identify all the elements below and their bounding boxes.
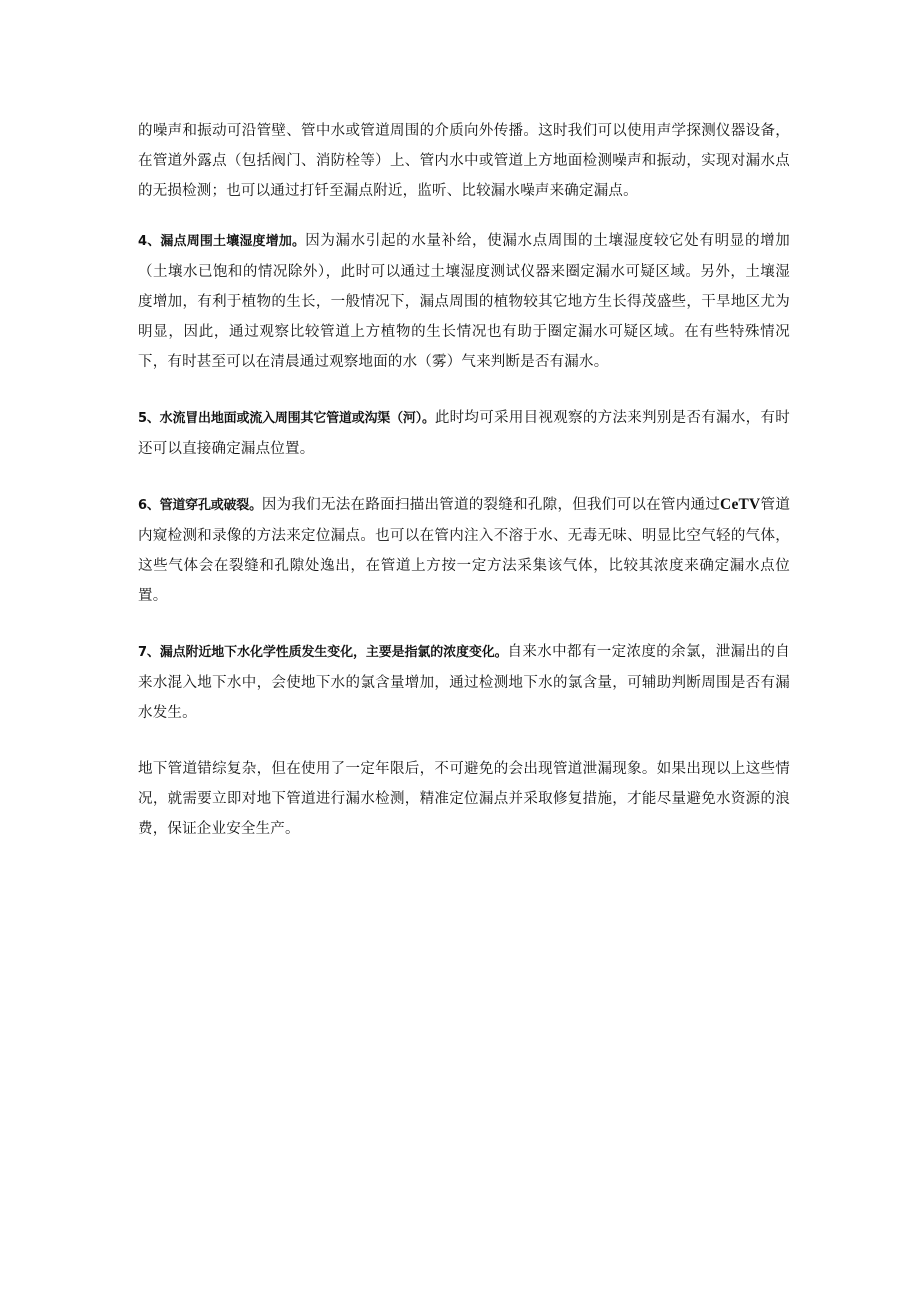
paragraph-heading: 5、水流冒出地面或流入周围其它管道或沟渠（河）。: [138, 411, 435, 426]
paragraph-text: 因为漏水引起的水量补给，使漏水点周围的土壤湿度较它处有明显的增加（土壤水已饱和的情况除外），此时可以通过土壤湿度测试仪器来圈定漏水可疑区域。另外，土壤湿度增加，有利于植物的生长，一般情况下，漏点周围的植物较其它地方生长得茂盛些，干旱地区尤为明显，因此，通过观察比较管道上方植物的生长情况也有助于圈定漏水可疑区域。在有些特殊情况下，有时甚至可以在清晨通过观察地面的水（雾）气来判断是否有漏水。: [138, 233, 790, 370]
paragraph-text-after: 管道内窥检测和录像的方法来定位漏点。也可以在管内注入不溶于水、无毒无味、明显比空气轻的气体，这些气体会在裂缝和孔隙处逸出，在管道上方按一定方法采集该气体，比较其浓度来确定漏水点位置。: [138, 497, 791, 604]
paragraph-heading: 7、漏点附近地下水化学性质发生变化，主要是指氯的浓度变化。: [138, 645, 508, 660]
paragraph-heading: 6、管道穿孔或破裂。: [138, 498, 262, 513]
paragraph-soil-humidity: [138, 226, 790, 377]
paragraph-text-before: 因为我们无法在路面扫描出管道的裂缝和孔隙，但我们可以在管内通过: [261, 497, 721, 513]
paragraph-text: 的噪声和振动可沿管壁、管中水或管道周围的介质向外传播。这时我们可以使用声学探测仪器设备，在管道外露点（包括阀门、消防栓等）上、管内水中或管道上方地面检测噪声和振动，实现对漏水点的无损检测；也可以通过打钎至漏点附近，监听、比较漏水噪声来确定漏点。: [138, 123, 790, 199]
paragraph-pipe-rupture: [138, 490, 790, 611]
paragraph-conclusion: [138, 754, 790, 844]
paragraph-groundwater-chemistry: [138, 637, 790, 728]
paragraph-water-surfacing: [138, 403, 790, 464]
document-body: [138, 112, 790, 870]
paragraph-heading: 4、漏点周围土壤湿度增加。: [138, 234, 306, 249]
paragraph-text: 地下管道错综复杂，但在使用了一定年限后，不可避免的会出现管道泄漏现象。如果出现以上这些情况，就需要立即对地下管道进行漏水检测，精准定位漏点并采取修复措施，才能尽量避免水资源的浪费，保证企业安全生产。: [138, 761, 790, 837]
cctv-term: CeTV: [720, 496, 761, 513]
paragraph-text: 此时均可采用目视观察的方法来判别是否有漏水，有时还可以直接确定漏点位置。: [138, 410, 790, 457]
paragraph-text: 自来水中都有一定浓度的余氯，泄漏出的自来水混入地下水中，会使地下水的氯含量增加，通过检测地下水的氯含量，可辅助判断周围是否有漏水发生。: [138, 644, 790, 721]
paragraph-continued-acoustic-detection: [138, 116, 790, 206]
